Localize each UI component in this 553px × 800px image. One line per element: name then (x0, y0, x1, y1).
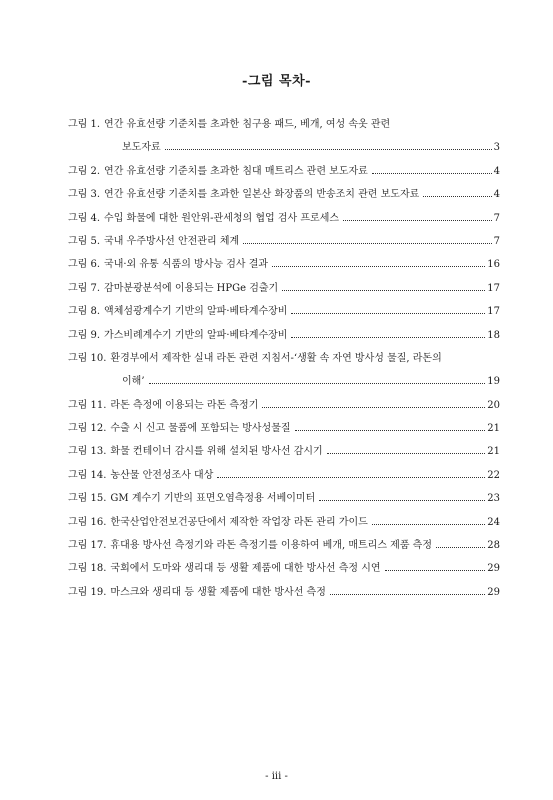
page-number: 4 (493, 165, 500, 177)
toc-entry[interactable] (68, 516, 500, 530)
toc-entry[interactable] (68, 305, 500, 319)
dot-leader (149, 383, 486, 384)
figure-title: 한국산업안전보건공단에서 제작한 작업장 라돈 관리 가이드 (110, 516, 368, 528)
figure-label: 그림 13. (68, 446, 107, 458)
figure-title: 가스비례계수기 기반의 알파·베타계수장비 (104, 329, 288, 341)
toc-entry[interactable] (68, 562, 500, 576)
toc-entry[interactable] (68, 422, 500, 436)
toc-entry-line (68, 212, 500, 226)
page-number: 22 (487, 469, 500, 481)
toc-entry-line (68, 516, 500, 530)
figure-title: 수입 화물에 대한 원안위-관세청의 협업 검사 프로세스 (104, 212, 340, 224)
page-number: 21 (487, 446, 500, 458)
toc-entry-continuation (68, 141, 500, 155)
dot-leader (262, 407, 485, 408)
page-number: 17 (487, 306, 500, 318)
page-number: 16 (487, 259, 500, 271)
page-number: 23 (487, 493, 500, 505)
dot-leader (343, 220, 492, 221)
figure-label: 그림 1. (68, 119, 101, 130)
toc-entry-line (68, 118, 500, 132)
toc-entry[interactable] (68, 445, 500, 459)
toc-entry-line (68, 352, 500, 366)
figure-label: 그림 17. (68, 540, 107, 552)
figure-toc-list (68, 118, 500, 609)
toc-entry-line (68, 539, 500, 553)
figure-title: 연간 유효선량 기준치를 초과한 침구용 패드, 베개, 여성 속옷 관련 (104, 119, 391, 130)
dot-leader (291, 337, 485, 338)
toc-entry[interactable] (68, 586, 500, 600)
dot-leader (372, 524, 485, 525)
page-number: 3 (493, 142, 500, 154)
toc-entry[interactable] (68, 118, 500, 155)
toc-entry[interactable] (68, 469, 500, 483)
figure-label: 그림 16. (68, 516, 107, 528)
page-number: 21 (487, 423, 500, 435)
toc-entry-line (68, 586, 500, 600)
dot-leader (243, 243, 491, 244)
figure-title-continued: 보도자료 (122, 142, 161, 154)
figure-title-continued: 이해’ (122, 376, 145, 388)
dot-leader (436, 547, 485, 548)
toc-entry[interactable] (68, 212, 500, 226)
figure-label: 그림 6. (68, 259, 101, 271)
figure-title: 휴대용 방사선 측정기와 라돈 측정기를 이용하여 베개, 매트리스 제품 측정 (110, 540, 432, 552)
dot-leader (319, 500, 485, 501)
page-number: 20 (487, 399, 500, 411)
figure-title: 국회에서 도마와 생리대 등 생활 제품에 대한 방사선 측정 시연 (110, 563, 381, 575)
toc-entry-line (68, 305, 500, 319)
dot-leader (165, 149, 492, 150)
toc-entry-line (68, 282, 500, 296)
figure-title: 화물 컨테이너 감시를 위해 설치된 방사선 감시기 (110, 446, 323, 458)
toc-entry-line (68, 422, 500, 436)
toc-entry-line (68, 399, 500, 413)
figure-title: 수출 시 신고 물품에 포함되는 방사성물질 (110, 423, 291, 435)
figure-label: 그림 7. (68, 282, 101, 294)
dot-leader (282, 290, 485, 291)
figure-label: 그림 10. (68, 352, 107, 364)
toc-entry-line (68, 562, 500, 576)
figure-title: 국내 우주방사선 안전관리 체계 (104, 235, 240, 247)
figure-label: 그림 18. (68, 563, 107, 575)
toc-entry[interactable] (68, 399, 500, 413)
toc-entry[interactable] (68, 352, 500, 389)
figure-title: 마스크와 생리대 등 생활 제품에 대한 방사선 측정 (110, 586, 326, 598)
page-title: -그림 목차- (241, 74, 312, 89)
toc-entry[interactable] (68, 258, 500, 272)
figure-title: GM 계수기 기반의 표면오염측정용 서베이미터 (110, 493, 316, 505)
page-number: 28 (487, 540, 500, 552)
dot-leader (330, 594, 485, 595)
dot-leader (423, 196, 491, 197)
figure-label: 그림 11. (68, 399, 107, 411)
toc-entry-line (68, 165, 500, 179)
toc-entry[interactable] (68, 329, 500, 343)
toc-entry-line (68, 235, 500, 249)
toc-entry[interactable] (68, 282, 500, 296)
figure-label: 그림 14. (68, 469, 107, 481)
figure-title: 농산물 안전성조사 대상 (110, 469, 214, 481)
toc-entry[interactable] (68, 539, 500, 553)
figure-label: 그림 5. (68, 235, 101, 247)
page-number: 24 (487, 516, 500, 528)
toc-entry-line (68, 329, 500, 343)
toc-entry-line (68, 258, 500, 272)
dot-leader (217, 477, 485, 478)
figure-label: 그림 3. (68, 189, 101, 201)
toc-entry[interactable] (68, 188, 500, 202)
page-number-footer: - iii - (265, 771, 288, 782)
page-number: 29 (487, 586, 500, 598)
toc-entry-line (68, 188, 500, 202)
page-number: 18 (487, 329, 500, 341)
figure-title: 국내·외 유통 식품의 방사능 검사 결과 (104, 259, 269, 271)
page-number: 7 (493, 212, 500, 224)
toc-entry-line (68, 492, 500, 506)
toc-entry[interactable] (68, 165, 500, 179)
figure-label: 그림 2. (68, 165, 101, 177)
figure-label: 그림 19. (68, 586, 107, 598)
toc-entry[interactable] (68, 492, 500, 506)
figure-label: 그림 8. (68, 306, 101, 318)
dot-leader (385, 570, 486, 571)
page-number: 17 (487, 282, 500, 294)
dot-leader (272, 266, 485, 267)
dot-leader (295, 430, 486, 431)
figure-label: 그림 15. (68, 493, 107, 505)
figure-title: 액체섬광계수기 기반의 알파·베타계수장비 (104, 306, 288, 318)
toc-entry-line (68, 445, 500, 459)
toc-entry[interactable] (68, 235, 500, 249)
toc-entry-line (68, 469, 500, 483)
figure-title: 감마분광분석에 이용되는 HPGe 검출기 (104, 282, 279, 294)
figure-title: 연간 유효선량 기준치를 초과한 일본산 화장품의 반송조치 관련 보도자료 (104, 189, 420, 201)
figure-label: 그림 9. (68, 329, 101, 341)
dot-leader (291, 313, 485, 314)
page-number: 4 (493, 189, 500, 201)
figure-label: 그림 4. (68, 212, 101, 224)
page-number: 29 (487, 563, 500, 575)
figure-title: 연간 유효선량 기준치를 초과한 침대 매트리스 관련 보도자료 (104, 165, 368, 177)
figure-title: 환경부에서 제작한 실내 라돈 관련 지침서-‘생활 속 자연 방사성 물질, 라돈의 (110, 352, 442, 364)
figure-label: 그림 12. (68, 423, 107, 435)
dot-leader (372, 173, 492, 174)
page-number: 19 (487, 376, 500, 388)
page-number: 7 (493, 235, 500, 247)
toc-entry-continuation (68, 375, 500, 389)
dot-leader (327, 453, 486, 454)
figure-title: 라돈 측정에 이용되는 라돈 측정기 (110, 399, 259, 411)
